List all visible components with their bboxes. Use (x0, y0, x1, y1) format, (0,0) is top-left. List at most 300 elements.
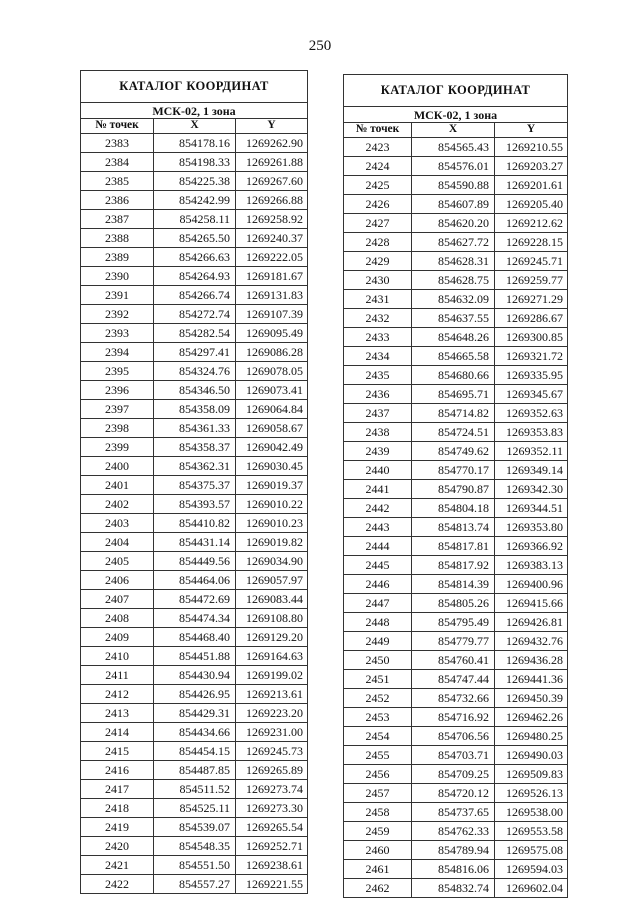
y-coordinate-cell: 1269258.92 (236, 210, 308, 229)
table-row (81, 248, 308, 267)
point-number-cell: 2399 (81, 438, 154, 457)
y-coordinate-cell: 1269245.73 (236, 742, 308, 761)
table-row (344, 442, 568, 461)
y-coordinate-cell: 1269383.13 (495, 556, 568, 575)
y-coordinate-cell: 1269221.55 (236, 875, 308, 894)
table-row (81, 609, 308, 628)
table-row (344, 176, 568, 195)
table-row (344, 689, 568, 708)
y-coordinate-cell: 1269526.13 (495, 784, 568, 803)
point-number-cell: 2458 (344, 803, 412, 822)
y-coordinate-cell: 1269352.11 (495, 442, 568, 461)
x-coordinate-cell: 854628.31 (412, 252, 495, 271)
y-coordinate-cell: 1269245.71 (495, 252, 568, 271)
point-number-cell: 2405 (81, 552, 154, 571)
point-number-cell: 2416 (81, 761, 154, 780)
y-coordinate-cell: 1269415.66 (495, 594, 568, 613)
point-number-cell: 2447 (344, 594, 412, 613)
table-row (344, 860, 568, 879)
point-number-cell: 2403 (81, 514, 154, 533)
point-number-cell: 2391 (81, 286, 154, 305)
point-number-cell: 2460 (344, 841, 412, 860)
table-row (81, 761, 308, 780)
table-row (81, 438, 308, 457)
y-coordinate-cell: 1269238.61 (236, 856, 308, 875)
point-number-cell: 2414 (81, 723, 154, 742)
y-coordinate-cell: 1269240.37 (236, 229, 308, 248)
x-coordinate-cell: 854225.38 (154, 172, 236, 191)
point-number-cell: 2433 (344, 328, 412, 347)
x-coordinate-cell: 854709.25 (412, 765, 495, 784)
point-number-cell: 2426 (344, 195, 412, 214)
table-row (81, 514, 308, 533)
y-coordinate-cell: 1269441.36 (495, 670, 568, 689)
y-coordinate-cell: 1269222.05 (236, 248, 308, 267)
point-number-cell: 2420 (81, 837, 154, 856)
x-coordinate-cell: 854737.65 (412, 803, 495, 822)
point-number-cell: 2436 (344, 385, 412, 404)
x-coordinate-cell: 854627.72 (412, 233, 495, 252)
column-header-x: X (154, 119, 236, 134)
y-coordinate-cell: 1269019.37 (236, 476, 308, 495)
x-coordinate-cell: 854720.12 (412, 784, 495, 803)
y-coordinate-cell: 1269131.83 (236, 286, 308, 305)
x-coordinate-cell: 854762.33 (412, 822, 495, 841)
table-row (81, 191, 308, 210)
y-coordinate-cell: 1269210.55 (495, 138, 568, 157)
y-coordinate-cell: 1269267.60 (236, 172, 308, 191)
point-number-cell: 2449 (344, 632, 412, 651)
y-coordinate-cell: 1269019.82 (236, 533, 308, 552)
x-coordinate-cell: 854266.63 (154, 248, 236, 267)
table-row (344, 233, 568, 252)
x-coordinate-cell: 854817.92 (412, 556, 495, 575)
point-number-cell: 2456 (344, 765, 412, 784)
point-number-cell: 2434 (344, 347, 412, 366)
x-coordinate-cell: 854548.35 (154, 837, 236, 856)
y-coordinate-cell: 1269273.74 (236, 780, 308, 799)
table-row (344, 328, 568, 347)
y-coordinate-cell: 1269265.54 (236, 818, 308, 837)
table-row (81, 723, 308, 742)
coordinate-catalog-table-left (80, 70, 308, 894)
point-number-cell: 2400 (81, 457, 154, 476)
x-coordinate-cell: 854714.82 (412, 404, 495, 423)
column-header-x: X (412, 123, 495, 138)
catalog-title: КАТАЛОГ КООРДИНАТ (81, 71, 308, 103)
point-number-cell: 2401 (81, 476, 154, 495)
y-coordinate-cell: 1269594.03 (495, 860, 568, 879)
y-coordinate-cell: 1269352.63 (495, 404, 568, 423)
y-coordinate-cell: 1269129.20 (236, 628, 308, 647)
x-coordinate-cell: 854426.95 (154, 685, 236, 704)
point-number-cell: 2451 (344, 670, 412, 689)
x-coordinate-cell: 854607.89 (412, 195, 495, 214)
point-number-cell: 2398 (81, 419, 154, 438)
y-coordinate-cell: 1269450.39 (495, 689, 568, 708)
point-number-cell: 2395 (81, 362, 154, 381)
y-coordinate-cell: 1269462.26 (495, 708, 568, 727)
point-number-cell: 2393 (81, 324, 154, 343)
table-row (344, 632, 568, 651)
x-coordinate-cell: 854724.51 (412, 423, 495, 442)
table-row (81, 153, 308, 172)
table-row (81, 552, 308, 571)
y-coordinate-cell: 1269201.61 (495, 176, 568, 195)
table-row (344, 784, 568, 803)
y-coordinate-cell: 1269058.67 (236, 419, 308, 438)
y-coordinate-cell: 1269509.83 (495, 765, 568, 784)
x-coordinate-cell: 854665.58 (412, 347, 495, 366)
column-header-point-number: № точек (344, 123, 412, 138)
table-row (344, 366, 568, 385)
y-coordinate-cell: 1269271.29 (495, 290, 568, 309)
y-coordinate-cell: 1269261.88 (236, 153, 308, 172)
x-coordinate-cell: 854816.06 (412, 860, 495, 879)
y-coordinate-cell: 1269086.28 (236, 343, 308, 362)
y-coordinate-cell: 1269010.23 (236, 514, 308, 533)
table-row (81, 229, 308, 248)
coordinate-catalog-table-right (343, 74, 568, 898)
table-row (344, 556, 568, 575)
point-number-cell: 2389 (81, 248, 154, 267)
y-coordinate-cell: 1269262.90 (236, 134, 308, 153)
table-row (344, 803, 568, 822)
x-coordinate-cell: 854324.76 (154, 362, 236, 381)
point-number-cell: 2428 (344, 233, 412, 252)
column-header-y: Y (236, 119, 308, 134)
x-coordinate-cell: 854557.27 (154, 875, 236, 894)
x-coordinate-cell: 854790.87 (412, 480, 495, 499)
table-row (81, 533, 308, 552)
x-coordinate-cell: 854358.37 (154, 438, 236, 457)
point-number-cell: 2404 (81, 533, 154, 552)
table-row (81, 210, 308, 229)
x-coordinate-cell: 854590.88 (412, 176, 495, 195)
point-number-cell: 2431 (344, 290, 412, 309)
point-number-cell: 2442 (344, 499, 412, 518)
x-coordinate-cell: 854487.85 (154, 761, 236, 780)
table-row (81, 628, 308, 647)
point-number-cell: 2459 (344, 822, 412, 841)
table-row (81, 476, 308, 495)
point-number-cell: 2448 (344, 613, 412, 632)
x-coordinate-cell: 854431.14 (154, 533, 236, 552)
table-row (81, 837, 308, 856)
x-coordinate-cell: 854770.17 (412, 461, 495, 480)
y-coordinate-cell: 1269602.04 (495, 879, 568, 898)
x-coordinate-cell: 854430.94 (154, 666, 236, 685)
y-coordinate-cell: 1269223.20 (236, 704, 308, 723)
y-coordinate-cell: 1269490.03 (495, 746, 568, 765)
table-row (344, 423, 568, 442)
x-coordinate-cell: 854297.41 (154, 343, 236, 362)
table-row (81, 666, 308, 685)
y-coordinate-cell: 1269538.00 (495, 803, 568, 822)
table-row (344, 594, 568, 613)
point-number-cell: 2409 (81, 628, 154, 647)
point-number-cell: 2397 (81, 400, 154, 419)
x-coordinate-cell: 854393.57 (154, 495, 236, 514)
x-coordinate-cell: 854637.55 (412, 309, 495, 328)
column-header-y: Y (495, 123, 568, 138)
y-coordinate-cell: 1269212.62 (495, 214, 568, 233)
point-number-cell: 2385 (81, 172, 154, 191)
y-coordinate-cell: 1269335.95 (495, 366, 568, 385)
table-row (81, 343, 308, 362)
point-number-cell: 2441 (344, 480, 412, 499)
y-coordinate-cell: 1269345.67 (495, 385, 568, 404)
x-coordinate-cell: 854242.99 (154, 191, 236, 210)
x-coordinate-cell: 854804.18 (412, 499, 495, 518)
y-coordinate-cell: 1269010.22 (236, 495, 308, 514)
table-row (344, 138, 568, 157)
table-row (81, 571, 308, 590)
table-row (81, 818, 308, 837)
y-coordinate-cell: 1269344.51 (495, 499, 568, 518)
x-coordinate-cell: 854779.77 (412, 632, 495, 651)
x-coordinate-cell: 854648.26 (412, 328, 495, 347)
x-coordinate-cell: 854272.74 (154, 305, 236, 324)
point-number-cell: 2396 (81, 381, 154, 400)
point-number-cell: 2412 (81, 685, 154, 704)
catalog-zone: МСК-02, 1 зона (81, 103, 308, 119)
x-coordinate-cell: 854449.56 (154, 552, 236, 571)
y-coordinate-cell: 1269400.96 (495, 575, 568, 594)
catalog-title: КАТАЛОГ КООРДИНАТ (344, 75, 568, 107)
x-coordinate-cell: 854178.16 (154, 134, 236, 153)
x-coordinate-cell: 854628.75 (412, 271, 495, 290)
table-row (81, 495, 308, 514)
y-coordinate-cell: 1269286.67 (495, 309, 568, 328)
y-coordinate-cell: 1269480.25 (495, 727, 568, 746)
y-coordinate-cell: 1269231.00 (236, 723, 308, 742)
table-row (81, 875, 308, 894)
point-number-cell: 2394 (81, 343, 154, 362)
x-coordinate-cell: 854375.37 (154, 476, 236, 495)
y-coordinate-cell: 1269321.72 (495, 347, 568, 366)
point-number-cell: 2415 (81, 742, 154, 761)
catalog-zone: МСК-02, 1 зона (344, 107, 568, 123)
table-row (81, 172, 308, 191)
y-coordinate-cell: 1269199.02 (236, 666, 308, 685)
y-coordinate-cell: 1269073.41 (236, 381, 308, 400)
y-coordinate-cell: 1269436.28 (495, 651, 568, 670)
y-coordinate-cell: 1269432.76 (495, 632, 568, 651)
point-number-cell: 2440 (344, 461, 412, 480)
table-row (344, 651, 568, 670)
x-coordinate-cell: 854264.93 (154, 267, 236, 286)
point-number-cell: 2430 (344, 271, 412, 290)
table-row (81, 324, 308, 343)
point-number-cell: 2421 (81, 856, 154, 875)
x-coordinate-cell: 854706.56 (412, 727, 495, 746)
y-coordinate-cell: 1269064.84 (236, 400, 308, 419)
table-row (81, 286, 308, 305)
point-number-cell: 2410 (81, 647, 154, 666)
x-coordinate-cell: 854362.31 (154, 457, 236, 476)
table-row (344, 518, 568, 537)
point-number-cell: 2422 (81, 875, 154, 894)
x-coordinate-cell: 854451.88 (154, 647, 236, 666)
point-number-cell: 2435 (344, 366, 412, 385)
point-number-cell: 2418 (81, 799, 154, 818)
table-row (344, 537, 568, 556)
point-number-cell: 2384 (81, 153, 154, 172)
table-row (81, 590, 308, 609)
point-number-cell: 2444 (344, 537, 412, 556)
x-coordinate-cell: 854695.71 (412, 385, 495, 404)
x-coordinate-cell: 854813.74 (412, 518, 495, 537)
y-coordinate-cell: 1269083.44 (236, 590, 308, 609)
table-row (81, 400, 308, 419)
table-row (81, 362, 308, 381)
x-coordinate-cell: 854346.50 (154, 381, 236, 400)
point-number-cell: 2432 (344, 309, 412, 328)
x-coordinate-cell: 854732.66 (412, 689, 495, 708)
point-number-cell: 2386 (81, 191, 154, 210)
x-coordinate-cell: 854265.50 (154, 229, 236, 248)
table-row (344, 822, 568, 841)
page-number: 250 (308, 38, 332, 54)
table-row (344, 252, 568, 271)
catalog-rows (344, 138, 568, 898)
x-coordinate-cell: 854361.33 (154, 419, 236, 438)
table-row (81, 381, 308, 400)
point-number-cell: 2443 (344, 518, 412, 537)
table-row (344, 347, 568, 366)
table-row (344, 670, 568, 689)
table-row (344, 157, 568, 176)
point-number-cell: 2425 (344, 176, 412, 195)
y-coordinate-cell: 1269078.05 (236, 362, 308, 381)
y-coordinate-cell: 1269266.88 (236, 191, 308, 210)
y-coordinate-cell: 1269575.08 (495, 841, 568, 860)
point-number-cell: 2402 (81, 495, 154, 514)
y-coordinate-cell: 1269228.15 (495, 233, 568, 252)
x-coordinate-cell: 854805.26 (412, 594, 495, 613)
table-row (344, 746, 568, 765)
table-row (344, 575, 568, 594)
table-row (344, 271, 568, 290)
x-coordinate-cell: 854789.94 (412, 841, 495, 860)
x-coordinate-cell: 854258.11 (154, 210, 236, 229)
x-coordinate-cell: 854474.34 (154, 609, 236, 628)
table-row (81, 856, 308, 875)
point-number-cell: 2450 (344, 651, 412, 670)
y-coordinate-cell: 1269366.92 (495, 537, 568, 556)
y-coordinate-cell: 1269095.49 (236, 324, 308, 343)
x-coordinate-cell: 854266.74 (154, 286, 236, 305)
table-row (81, 685, 308, 704)
y-coordinate-cell: 1269107.39 (236, 305, 308, 324)
x-coordinate-cell: 854814.39 (412, 575, 495, 594)
point-number-cell: 2387 (81, 210, 154, 229)
table-row (81, 704, 308, 723)
table-row (81, 742, 308, 761)
point-number-cell: 2390 (81, 267, 154, 286)
table-row (81, 419, 308, 438)
y-coordinate-cell: 1269426.81 (495, 613, 568, 632)
x-coordinate-cell: 854551.50 (154, 856, 236, 875)
y-coordinate-cell: 1269353.80 (495, 518, 568, 537)
point-number-cell: 2423 (344, 138, 412, 157)
x-coordinate-cell: 854410.82 (154, 514, 236, 533)
column-header-point-number: № точек (81, 119, 154, 134)
x-coordinate-cell: 854198.33 (154, 153, 236, 172)
point-number-cell: 2446 (344, 575, 412, 594)
y-coordinate-cell: 1269181.67 (236, 267, 308, 286)
x-coordinate-cell: 854632.09 (412, 290, 495, 309)
x-coordinate-cell: 854832.74 (412, 879, 495, 898)
point-number-cell: 2407 (81, 590, 154, 609)
point-number-cell: 2439 (344, 442, 412, 461)
point-number-cell: 2408 (81, 609, 154, 628)
x-coordinate-cell: 854747.44 (412, 670, 495, 689)
point-number-cell: 2437 (344, 404, 412, 423)
point-number-cell: 2457 (344, 784, 412, 803)
y-coordinate-cell: 1269030.45 (236, 457, 308, 476)
y-coordinate-cell: 1269205.40 (495, 195, 568, 214)
point-number-cell: 2424 (344, 157, 412, 176)
y-coordinate-cell: 1269300.85 (495, 328, 568, 347)
point-number-cell: 2406 (81, 571, 154, 590)
point-number-cell: 2383 (81, 134, 154, 153)
point-number-cell: 2462 (344, 879, 412, 898)
x-coordinate-cell: 854282.54 (154, 324, 236, 343)
point-number-cell: 2454 (344, 727, 412, 746)
x-coordinate-cell: 854434.66 (154, 723, 236, 742)
table-row (344, 613, 568, 632)
y-coordinate-cell: 1269057.97 (236, 571, 308, 590)
table-row (81, 647, 308, 666)
x-coordinate-cell: 854454.15 (154, 742, 236, 761)
point-number-cell: 2453 (344, 708, 412, 727)
y-coordinate-cell: 1269342.30 (495, 480, 568, 499)
x-coordinate-cell: 854468.40 (154, 628, 236, 647)
point-number-cell: 2455 (344, 746, 412, 765)
x-coordinate-cell: 854358.09 (154, 400, 236, 419)
y-coordinate-cell: 1269203.27 (495, 157, 568, 176)
table-row (344, 195, 568, 214)
table-row (344, 499, 568, 518)
x-coordinate-cell: 854429.31 (154, 704, 236, 723)
y-coordinate-cell: 1269034.90 (236, 552, 308, 571)
x-coordinate-cell: 854716.92 (412, 708, 495, 727)
x-coordinate-cell: 854795.49 (412, 613, 495, 632)
x-coordinate-cell: 854539.07 (154, 818, 236, 837)
table-row (344, 841, 568, 860)
y-coordinate-cell: 1269108.80 (236, 609, 308, 628)
table-row (344, 309, 568, 328)
table-row (344, 214, 568, 233)
x-coordinate-cell: 854464.06 (154, 571, 236, 590)
x-coordinate-cell: 854680.66 (412, 366, 495, 385)
table-row (81, 134, 308, 153)
point-number-cell: 2417 (81, 780, 154, 799)
table-row (81, 457, 308, 476)
point-number-cell: 2427 (344, 214, 412, 233)
table-row (344, 480, 568, 499)
table-row (344, 765, 568, 784)
table-row (344, 385, 568, 404)
y-coordinate-cell: 1269353.83 (495, 423, 568, 442)
table-row (344, 727, 568, 746)
x-coordinate-cell: 854576.01 (412, 157, 495, 176)
y-coordinate-cell: 1269553.58 (495, 822, 568, 841)
y-coordinate-cell: 1269259.77 (495, 271, 568, 290)
point-number-cell: 2392 (81, 305, 154, 324)
